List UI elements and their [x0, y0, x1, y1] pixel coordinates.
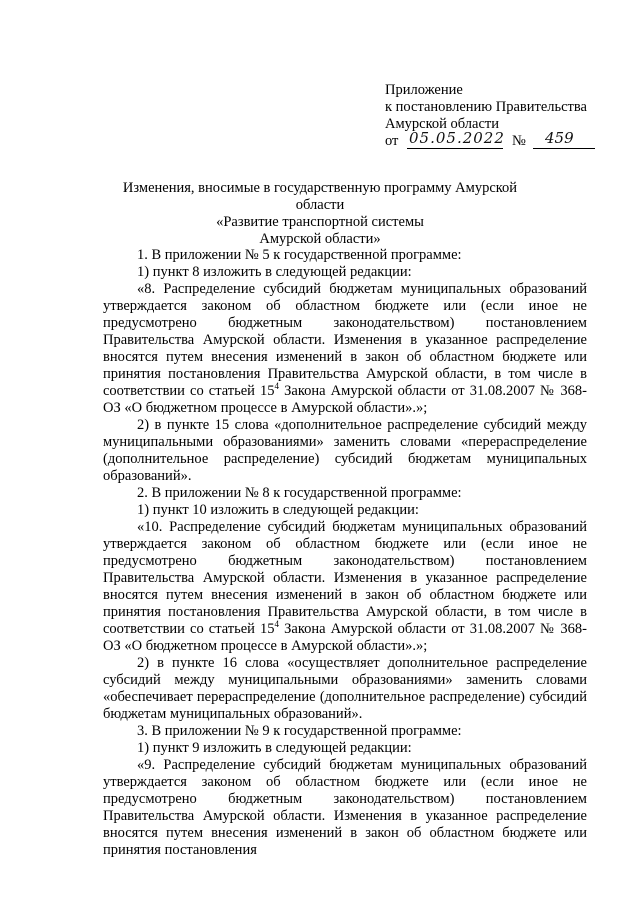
handwritten-date: 05.05.2022 [409, 129, 505, 147]
appendix-resolution-ref: к постановлению Правительства [385, 99, 587, 115]
section-1-quote-tail: Закона Амурской области от 31.08.2007 № 368-ОЗ «О бюджетном процессе в Амурской области».»; [103, 383, 587, 416]
section-1-quote [103, 281, 587, 417]
from-label: от [385, 133, 399, 149]
section-1-item-1: 1) пункт 8 изложить в следующей редакции: [137, 264, 412, 280]
title-line-3: Амурской области» [259, 231, 381, 247]
section-2-item-2: 2) в пункте 16 слова «осуществляет дополнительное распределение субсидий между муниципальными образованиями» заменить словами «обеспечивает перераспределение (дополнительное распределение) субсидий бюджетам муниципальных образований». [103, 655, 587, 722]
section-3-heading: 3. В приложении № 9 к государственной программе: [137, 723, 462, 739]
appendix-header [385, 82, 615, 152]
section-1-superscript: 4 [274, 381, 280, 391]
section-3-quote: «9. Распределение субсидий бюджетам муниципальных образований утверждается законом об областном бюджете или (если иное не предусмотрено бюджетным законодательством) постановлением Правительства Амурской области. Изменения в указанное распределение вносятся путем внесения изменений в закон об областном бюджете или принятия постановления [103, 757, 587, 858]
section-3-item-1: 1) пункт 9 изложить в следующей редакции: [137, 740, 412, 756]
appendix-date-row [385, 129, 615, 152]
title-line-1: Изменения, вносимые в государственную программу Амурской области [122, 180, 518, 213]
section-2-quote-text: «10. Распределение субсидий бюджетам муниципальных образований утверждается законом об областном бюджете или (если иное не предусмотрено бюджетным законодательством) постановлением Правительства Амурской области. Изменения в указанное распределение вносятся путем внесения изменений в закон об областном бюджете или принятия постановления Правительства Амурской области, в том числе в соответствии со статьей 15 [103, 519, 587, 637]
handwritten-number: 459 [545, 129, 574, 147]
section-2-superscript: 4 [274, 619, 280, 629]
section-1-quote-text: «8. Распределение субсидий бюджетам муниципальных образований утверждается законом об областном бюджете или (если иное не предусмотрено бюджетным законодательством) постановлением Правительства Амурской области. Изменения в указанное распределение вносятся путем внесения изменений в закон об областном бюджете или принятия постановления Правительства Амурской области, в том числе в соответствии со статьей 15 [103, 281, 587, 399]
number-underline [533, 148, 595, 149]
appendix-label: Приложение [385, 82, 463, 98]
section-2-quote-tail: Закона Амурской области от 31.08.2007 № 368-ОЗ «О бюджетном процессе в Амурской области».»; [103, 621, 587, 654]
title-line-2: «Развитие транспортной системы [216, 214, 424, 230]
section-1-heading: 1. В приложении № 5 к государственной программе: [137, 247, 462, 263]
section-2-quote [103, 519, 587, 655]
appendix-region: Амурской области [385, 116, 499, 132]
number-sign: № [512, 133, 526, 149]
document-body [103, 247, 587, 859]
date-underline [407, 148, 503, 149]
document-title [100, 180, 540, 248]
section-1-item-2: 2) в пункте 15 слова «дополнительное распределение субсидий между муниципальными образованиями» заменить словами «перераспределение (дополнительное распределение) субсидий бюджетам муниципальных образований». [103, 417, 587, 484]
section-2-item-1: 1) пункт 10 изложить в следующей редакции: [137, 502, 419, 518]
section-2-heading: 2. В приложении № 8 к государственной программе: [137, 485, 462, 501]
